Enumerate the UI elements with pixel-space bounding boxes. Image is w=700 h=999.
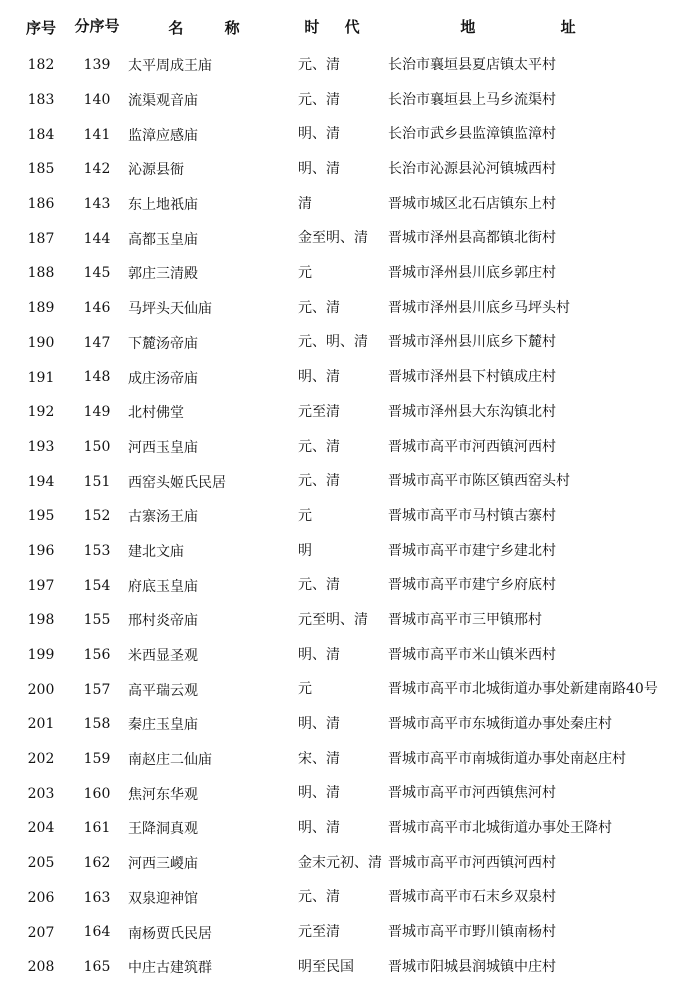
row-subseq: 142 bbox=[83, 161, 111, 178]
row-address: 晋城市高平市马村镇古寨村 bbox=[388, 507, 556, 524]
row-seq: 183 bbox=[27, 92, 55, 109]
row-address: 晋城市高平市东城街道办事处秦庄村 bbox=[388, 716, 612, 732]
header-name: 名 称 bbox=[168, 18, 258, 37]
row-seq: 203 bbox=[27, 785, 55, 802]
row-subseq: 150 bbox=[83, 438, 111, 455]
row-address: 晋城市高平市米山镇米西村 bbox=[388, 646, 556, 663]
table-row bbox=[12, 499, 690, 534]
row-name: 太平周成王庙 bbox=[128, 58, 212, 75]
row-address: 晋城市阳城县润城镇中庄村 bbox=[388, 958, 556, 975]
row-seq: 194 bbox=[27, 473, 55, 490]
row-address: 长治市襄垣县上马乡流渠村 bbox=[388, 91, 556, 108]
table-row bbox=[12, 291, 690, 326]
row-seq: 199 bbox=[27, 647, 55, 664]
table-row bbox=[12, 360, 690, 395]
row-seq: 192 bbox=[27, 404, 55, 421]
row-address: 晋城市高平市建宁乡建北村 bbox=[388, 542, 556, 559]
row-address: 晋城市高平市北城街道办事处王降村 bbox=[388, 820, 612, 837]
row-era: 元、清 bbox=[298, 299, 340, 316]
row-name: 高平瑞云观 bbox=[128, 682, 198, 699]
row-seq: 198 bbox=[27, 612, 55, 629]
row-subseq: 149 bbox=[83, 404, 111, 421]
row-seq: 207 bbox=[27, 924, 55, 941]
header-address: 地 址 bbox=[460, 18, 616, 36]
row-era: 元、清 bbox=[298, 56, 340, 73]
row-era: 元 bbox=[298, 681, 312, 698]
row-seq: 205 bbox=[27, 855, 55, 872]
row-subseq: 145 bbox=[83, 265, 111, 282]
row-name: 下麓汤帝庙 bbox=[128, 335, 198, 352]
row-seq: 208 bbox=[27, 959, 55, 976]
row-address: 晋城市高平市陈区镇西窑头村 bbox=[388, 473, 570, 490]
row-seq: 190 bbox=[27, 334, 55, 351]
table-row bbox=[12, 707, 690, 742]
heritage-table bbox=[12, 6, 690, 985]
row-subseq: 163 bbox=[83, 889, 111, 906]
row-seq: 201 bbox=[27, 716, 55, 733]
table-row bbox=[12, 152, 690, 187]
row-name: 米西显圣观 bbox=[128, 648, 198, 665]
row-name: 焦河东华观 bbox=[128, 786, 198, 803]
row-era: 元、明、清 bbox=[298, 334, 368, 351]
table-row bbox=[12, 83, 690, 118]
row-address: 晋城市高平市北城街道办事处新建南路40号 bbox=[388, 681, 658, 698]
row-name: 成庄汤帝庙 bbox=[128, 370, 198, 387]
row-subseq: 162 bbox=[83, 855, 111, 872]
row-subseq: 140 bbox=[83, 91, 111, 108]
row-era: 明、清 bbox=[298, 716, 340, 732]
row-address: 长治市武乡县监漳镇监漳村 bbox=[388, 126, 556, 143]
row-era: 清 bbox=[298, 195, 312, 212]
row-seq: 185 bbox=[27, 161, 55, 178]
row-address: 晋城市泽州县川底乡郭庄村 bbox=[388, 265, 556, 282]
row-subseq: 164 bbox=[83, 924, 111, 941]
row-address: 晋城市泽州县川底乡下麓村 bbox=[388, 334, 556, 351]
row-address: 晋城市高平市三甲镇邢村 bbox=[388, 611, 542, 628]
table-row bbox=[12, 638, 690, 673]
row-subseq: 160 bbox=[83, 785, 111, 802]
row-name: 南赵庄二仙庙 bbox=[128, 752, 212, 769]
row-subseq: 158 bbox=[83, 716, 111, 733]
row-address: 晋城市高平市建宁乡府底村 bbox=[388, 577, 556, 594]
row-name: 建北文庙 bbox=[128, 543, 184, 560]
row-seq: 189 bbox=[27, 300, 55, 317]
row-name: 北村佛堂 bbox=[128, 405, 184, 422]
row-address: 晋城市泽州县高都镇北街村 bbox=[388, 230, 556, 247]
table-row bbox=[12, 326, 690, 361]
row-era: 明、清 bbox=[298, 646, 340, 663]
row-address: 晋城市泽州县川底乡马坪头村 bbox=[388, 299, 570, 316]
row-era: 元 bbox=[298, 507, 312, 524]
row-seq: 182 bbox=[27, 57, 55, 74]
header-subseq: 分序号 bbox=[74, 17, 120, 36]
table-row bbox=[12, 395, 690, 430]
row-era: 元至明、清 bbox=[298, 611, 368, 628]
row-era: 明 bbox=[298, 542, 312, 559]
row-name: 双泉迎神馆 bbox=[128, 890, 198, 907]
table-header bbox=[12, 6, 690, 48]
row-name: 邢村炎帝庙 bbox=[128, 613, 198, 630]
row-seq: 186 bbox=[27, 196, 55, 213]
row-seq: 196 bbox=[27, 542, 55, 559]
row-seq: 197 bbox=[27, 577, 55, 594]
row-subseq: 144 bbox=[83, 230, 111, 247]
table-row bbox=[12, 534, 690, 569]
row-era: 元、清 bbox=[298, 91, 340, 108]
table-row bbox=[12, 48, 690, 83]
row-name: 河西玉皇庙 bbox=[128, 439, 198, 456]
table-body bbox=[12, 48, 690, 985]
row-name: 河西三嵕庙 bbox=[128, 856, 198, 873]
row-address: 晋城市高平市石末乡双泉村 bbox=[388, 889, 556, 906]
row-subseq: 148 bbox=[83, 369, 111, 386]
row-era: 明、清 bbox=[298, 369, 340, 386]
row-seq: 191 bbox=[27, 369, 55, 386]
row-subseq: 153 bbox=[83, 542, 111, 559]
row-seq: 206 bbox=[27, 889, 55, 906]
row-subseq: 159 bbox=[83, 751, 111, 768]
row-era: 元至清 bbox=[298, 403, 340, 420]
row-address: 晋城市高平市南城街道办事处南赵庄村 bbox=[388, 750, 626, 767]
row-name: 王降洞真观 bbox=[128, 821, 198, 838]
row-name: 监漳应感庙 bbox=[128, 127, 198, 144]
table-row bbox=[12, 221, 690, 256]
row-address: 晋城市高平市野川镇南杨村 bbox=[388, 924, 556, 941]
row-name: 沁源县衙 bbox=[128, 162, 184, 179]
row-address: 长治市襄垣县夏店镇太平村 bbox=[388, 56, 556, 73]
header-era: 时 代 bbox=[304, 18, 370, 36]
row-name: 府底玉皇庙 bbox=[128, 578, 198, 595]
row-name: 中庄古建筑群 bbox=[128, 960, 212, 977]
table-row bbox=[12, 117, 690, 152]
row-address: 长治市沁源县沁河镇城西村 bbox=[388, 161, 556, 177]
row-era: 元、清 bbox=[298, 577, 340, 594]
row-name: 流渠观音庙 bbox=[128, 93, 198, 110]
row-era: 元、清 bbox=[298, 889, 340, 906]
row-name: 马坪头天仙庙 bbox=[128, 301, 212, 318]
row-era: 明至民国 bbox=[298, 958, 354, 975]
row-subseq: 151 bbox=[83, 473, 111, 490]
row-name: 秦庄玉皇庙 bbox=[128, 717, 198, 734]
row-name: 南杨贾氏民居 bbox=[128, 925, 212, 942]
row-seq: 193 bbox=[27, 438, 55, 455]
header-seq: 序号 bbox=[25, 18, 56, 37]
row-subseq: 155 bbox=[83, 612, 111, 629]
row-seq: 202 bbox=[27, 751, 55, 768]
row-subseq: 143 bbox=[83, 196, 111, 213]
row-seq: 184 bbox=[27, 126, 55, 143]
row-era: 元 bbox=[298, 265, 312, 282]
row-subseq: 146 bbox=[83, 300, 111, 317]
table-row bbox=[12, 846, 690, 881]
row-name: 东上地祇庙 bbox=[128, 197, 198, 214]
row-seq: 187 bbox=[27, 230, 55, 247]
row-name: 高都玉皇庙 bbox=[128, 231, 198, 248]
row-address: 晋城市泽州县大东沟镇北村 bbox=[388, 403, 556, 420]
row-address: 晋城市高平市河西镇焦河村 bbox=[388, 785, 556, 802]
table-row bbox=[12, 742, 690, 777]
table-row bbox=[12, 811, 690, 846]
row-era: 明、清 bbox=[298, 161, 340, 177]
row-subseq: 156 bbox=[83, 646, 111, 663]
row-era: 明、清 bbox=[298, 820, 340, 837]
row-era: 金末元初、清 bbox=[298, 854, 382, 871]
row-seq: 204 bbox=[27, 820, 55, 837]
table-row bbox=[12, 256, 690, 291]
row-name: 郭庄三清殿 bbox=[128, 266, 198, 283]
row-subseq: 139 bbox=[83, 57, 111, 74]
table-row bbox=[12, 672, 690, 707]
row-subseq: 161 bbox=[83, 820, 111, 837]
row-address: 晋城市高平市河西镇河西村 bbox=[388, 854, 556, 871]
row-address: 晋城市城区北石店镇东上村 bbox=[388, 195, 556, 212]
row-subseq: 141 bbox=[83, 126, 111, 143]
table-row bbox=[12, 603, 690, 638]
row-name: 古寨汤王庙 bbox=[128, 509, 198, 526]
table-row bbox=[12, 915, 690, 950]
row-subseq: 147 bbox=[83, 334, 111, 351]
row-era: 元、清 bbox=[298, 438, 340, 455]
table-row bbox=[12, 881, 690, 916]
row-era: 元、清 bbox=[298, 473, 340, 490]
row-seq: 200 bbox=[27, 681, 55, 698]
row-subseq: 154 bbox=[83, 577, 111, 594]
row-era: 宋、清 bbox=[298, 750, 340, 767]
row-subseq: 165 bbox=[83, 959, 111, 976]
table-row bbox=[12, 776, 690, 811]
row-era: 金至明、清 bbox=[298, 230, 368, 247]
table-row bbox=[12, 568, 690, 603]
row-seq: 195 bbox=[27, 508, 55, 525]
table-row bbox=[12, 464, 690, 499]
table-row bbox=[12, 187, 690, 222]
row-era: 元至清 bbox=[298, 924, 340, 941]
row-seq: 188 bbox=[27, 265, 55, 282]
row-era: 明、清 bbox=[298, 126, 340, 143]
table-row bbox=[12, 950, 690, 985]
row-address: 晋城市高平市河西镇河西村 bbox=[388, 438, 556, 455]
row-subseq: 157 bbox=[83, 681, 111, 698]
row-era: 明、清 bbox=[298, 785, 340, 802]
row-name: 西窑头姬氏民居 bbox=[128, 474, 226, 491]
row-address: 晋城市泽州县下村镇成庄村 bbox=[388, 369, 556, 386]
row-subseq: 152 bbox=[83, 508, 111, 525]
table-row bbox=[12, 430, 690, 465]
